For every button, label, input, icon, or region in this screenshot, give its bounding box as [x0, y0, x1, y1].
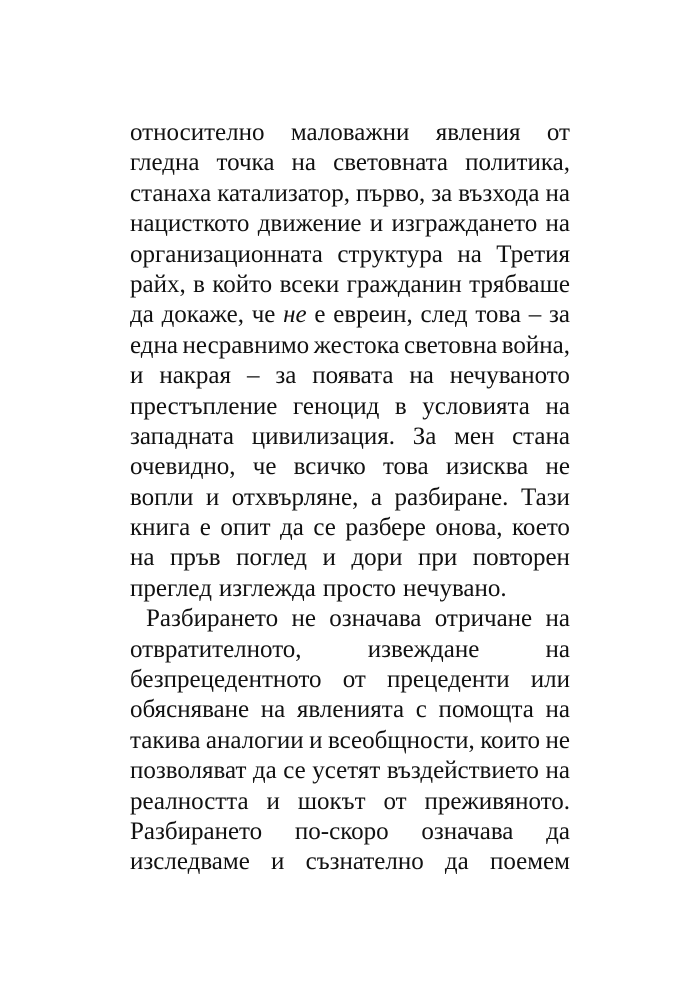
text-line: книга е опит да се разбере онова, което — [130, 514, 570, 542]
text-line: реалността и шокът от преживяното. — [130, 787, 570, 815]
text-line: нацисткото движение и изграждането на — [130, 210, 570, 238]
text-line: гледна точка на световната политика, — [130, 149, 570, 177]
text-line: преглед изглежда просто нечувано. — [130, 574, 507, 602]
text-line: отвратителното, извеждане на — [130, 635, 570, 663]
text-line: райх, в който всеки гражданин трябваше — [130, 270, 570, 298]
text-line: безпрецедентното от прецеденти или — [130, 666, 570, 694]
text-line: такива аналогии и всеобщности, които не — [130, 726, 570, 754]
text-line: да докаже, че не е евреин, след това – за — [130, 301, 570, 329]
text-line: относително маловажни явления от — [130, 119, 570, 146]
text-line: Разбирането по-скоро означава да — [130, 817, 570, 845]
text-line: западната цивилизация. За мен стана — [130, 422, 570, 450]
text-line: на пръв поглед и дори при повторен — [130, 544, 570, 572]
text-line: очевидно, че всичко това изисква не — [130, 453, 570, 481]
text-line: позволяват да се усетят въздействието на — [130, 757, 570, 785]
text-line: и накрая – за появата на нечуваното — [130, 362, 570, 390]
text-line: изследваме и съзнателно да поемем — [130, 848, 570, 876]
text-line: една несравнимо жестока световна война, — [130, 331, 570, 359]
text-line: обясняване на явленията с помощта на — [130, 696, 570, 724]
text-line: Разбирането не означава отричане на — [146, 605, 570, 633]
text-line: станаха катализатор, първо, за възхода на — [130, 179, 570, 207]
text-line: престъпление геноцид в условията на — [130, 392, 570, 420]
body-text — [130, 118, 570, 878]
text-line: вопли и отхвърляне, а разбиране. Тази — [130, 483, 570, 511]
text-line: организационната структура на Третия — [130, 240, 570, 268]
